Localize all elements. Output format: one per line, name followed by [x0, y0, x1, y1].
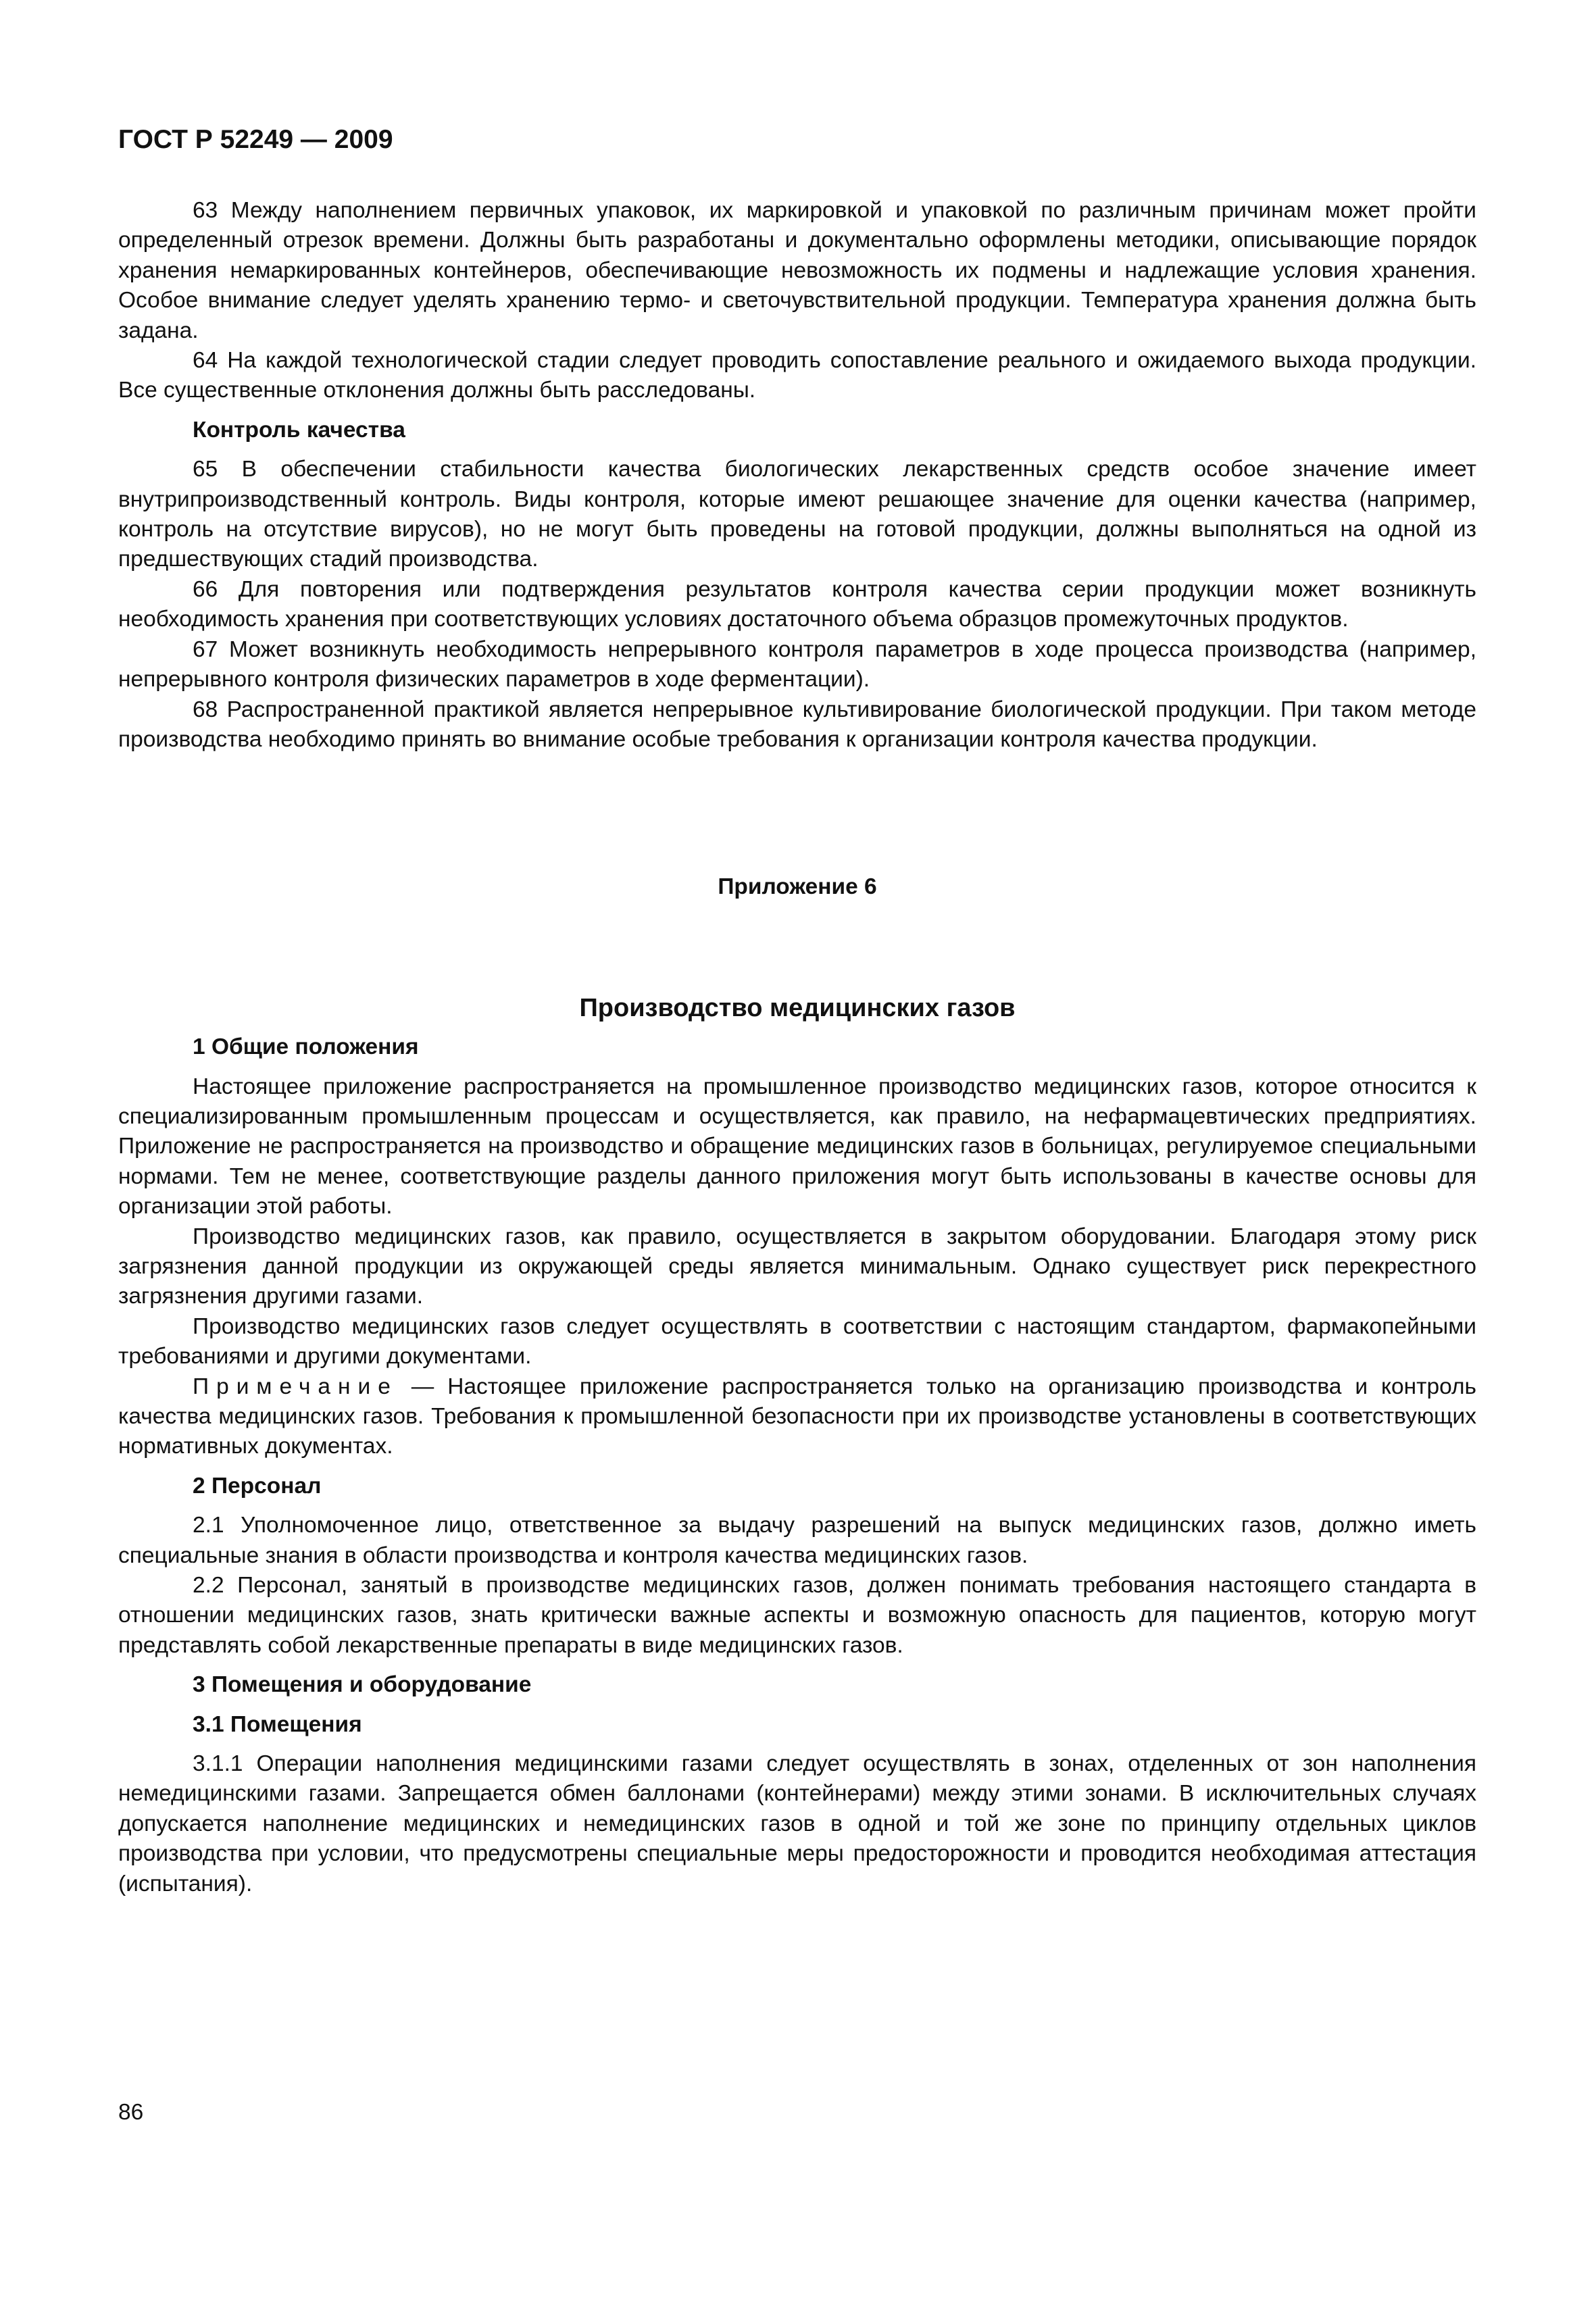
section-2-heading: 2 Персонал — [193, 1473, 322, 1499]
paragraph-63: 63 Между наполнением первичных упаковок, их маркировкой и упаковкой по различным причинам может пройти определенный отрезок времени. Должны быть разработаны и документально оформлены методики, описывающие порядок хранения немаркированных контейнеров, обеспечивающие невозможность их подмены и надлежащие условия хранения. Особое внимание следует уделять хранению термо- и светочувствительной продукции. Температура хранения должна быть задана. — [118, 198, 1476, 343]
paragraph-2-1: 2.1 Уполномоченное лицо, ответственное за выдачу разрешений на выпуск медицинских газов, должно иметь специальные знания в области производства и контроля качества медицинских газов. — [118, 1513, 1476, 1568]
document-body — [118, 196, 1476, 1899]
paragraph-3-1-1: 3.1.1 Операции наполнения медицинскими газами следует осуществлять в зонах, отделенных от зон наполнения немедицинскими газами. Запрещается обмен баллонами (контейнерами) между этими зонами. В исключительных случаях допускается наполнение медицинских и немедицинских газов в одной и той же зоне по принципу отдельных циклов производства при условии, что предусмотрены специальные меры предосторожности и проводится необходимая аттестация (испытания). — [118, 1751, 1476, 1896]
paragraph-66: 66 Для повторения или подтверждения результатов контроля качества серии продукции может возникнуть необходимость хранения при соответствующих условиях достаточного объема образцов промежуточных продуктов. — [118, 576, 1476, 632]
section-1-note — [118, 1372, 1476, 1462]
section-1-heading: 1 Общие положения — [193, 1034, 419, 1060]
section-1-paragraph-1: Настоящее приложение распространяется на промышленное производство медицинских газов, которое относится к специализированным промышленным процессам и осуществляется, как правило, на нефармацевтических предприятиях. Приложение не распространяется на производство и обращение медицинских газов в больницах, регулируемое специальными нормами. Тем не менее, соответствующие разделы данного приложения могут быть использованы в качестве основы для организации этой работы. — [118, 1074, 1476, 1219]
appendix-label: Приложение 6 — [718, 874, 877, 900]
standard-header: ГОСТ Р 52249 — 2009 — [118, 125, 393, 154]
paragraph-64: 64 На каждой технологической стадии следует проводить сопоставление реального и ожидаемого выхода продукции. Все существенные отклонения должны быть расследованы. — [118, 348, 1476, 403]
paragraph-65: 65 В обеспечении стабильности качества биологических лекарственных средств особое значение имеет внутрипроизводственный контроль. Виды контроля, которые имеют решающее значение для оценки качества (например, контроль на отсутствие вирусов), но не могут быть проведены на готовой продукции, должны выполняться на одной из предшествующих стадий производства. — [118, 457, 1476, 572]
note-label: Примечание — [193, 1374, 398, 1399]
appendix-title: Производство медицинских газов — [579, 993, 1016, 1022]
paragraph-68: 68 Распространенной практикой является непрерывное культивирование биологической продукции. При таком методе производства необходимо принять во внимание особые требования к организации контроля качества продукции. — [118, 697, 1476, 752]
section-3-heading: 3 Помещения и оборудование — [193, 1672, 532, 1698]
section-3-1-heading: 3.1 Помещения — [193, 1711, 362, 1737]
quality-control-heading: Контроль качества — [193, 417, 405, 443]
paragraph-67: 67 Может возникнуть необходимость непрерывного контроля параметров в ходе процесса производства (например, непрерывного контроля физических параметров в ходе ферментации). — [118, 636, 1476, 693]
page-number: 86 — [118, 2100, 144, 2125]
section-1-paragraph-2: Производство медицинских газов, как правило, осуществляется в закрытом оборудовании. Благодаря этому риск загрязнения данной продукции из окружающей среды является минимальным. Однако существует риск перекрестного загрязнения другими газами. — [118, 1224, 1476, 1309]
section-1-paragraph-3: Производство медицинских газов следует осуществлять в соответствии с настоящим стандартом, фармакопейными требованиями и другими документами. — [118, 1313, 1476, 1369]
note-text: — Настоящее приложение распространяется только на организацию производства и контроль качества медицинских газов. Требования к промышленной безопасности при их производстве установлены в соответствующих нормативных документах. — [118, 1374, 1476, 1459]
paragraph-2-2: 2.2 Персонал, занятый в производстве медицинских газов, должен понимать требования настоящего стандарта в отношении медицинских газов, знать критически важные аспекты и возможную опасность для пациентов, которую могут представлять собой лекарственные препараты в виде медицинских газов. — [118, 1573, 1476, 1658]
